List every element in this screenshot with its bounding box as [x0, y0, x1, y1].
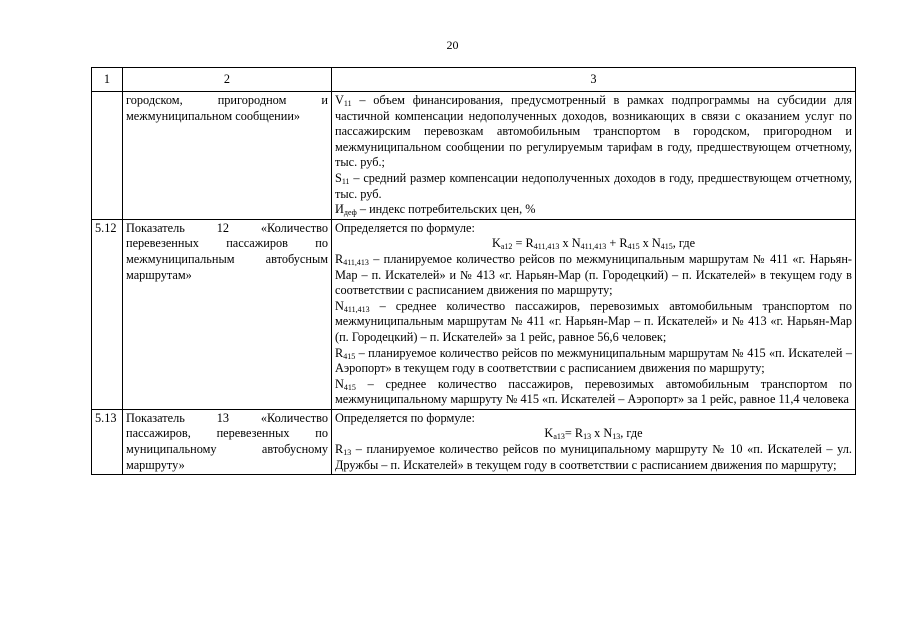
- formula-part: K: [491, 236, 501, 251]
- symbol: R: [335, 345, 344, 360]
- header-cell-1: 1: [92, 68, 123, 92]
- symbol-sub: деф: [343, 208, 357, 218]
- symbol-sub: 13: [343, 448, 352, 458]
- formula-sub: 415: [627, 242, 640, 252]
- formula-part: + R: [606, 236, 628, 251]
- definition-text: – среднее количество пассажиров, перевозимых автомобильным транспортом по межмуниципальному маршруту № 415 «п. Искателей – Аэропорт» за 1 рейс, равное 11,4 человека: [335, 376, 852, 407]
- formula-sub: a13: [553, 432, 565, 442]
- formula-part: K: [544, 426, 554, 441]
- definition-v11: [335, 93, 852, 171]
- definition-r415: [335, 346, 852, 377]
- symbol: N: [335, 376, 344, 391]
- definition-text: – объем финансирования, предусмотренный в рамках подпрограммы на субсидии для частичной компенсации недополученных доходов, возникающих в связи с оказанием услуг по пассажирским перевозкам автомобильным транспортом в городском, пригородном и межмуниципальном сообщении по регулируемым тарифам в году, предшествующем отчетному, тыс. руб.;: [335, 93, 852, 170]
- definition-text: – планируемое количество рейсов по муниципальному маршруту № 10 «п. Искателей – ул. Дружбы – п. Искателей» в текущем году в соответствии с расписанием движения по маршруту;: [335, 442, 852, 472]
- formula-part: , где: [620, 426, 643, 441]
- symbol: R: [335, 251, 344, 266]
- formula-sub: 13: [583, 432, 592, 442]
- symbol-sub: 411,413: [343, 257, 369, 267]
- formula-part: = R: [564, 426, 584, 441]
- formula-sub: 411,413: [533, 242, 560, 252]
- symbol-sub: 415: [343, 351, 356, 361]
- symbol: N: [335, 298, 344, 313]
- table-row: [92, 219, 856, 409]
- formula-part: x N: [639, 236, 661, 251]
- formula-sub: 411,413: [580, 242, 607, 252]
- definition-index: [335, 202, 852, 218]
- formula-part: , где: [672, 236, 696, 251]
- indicator-name: [123, 409, 332, 474]
- symbol-sub: 11: [341, 176, 350, 186]
- indicator-description: [332, 409, 856, 474]
- formula-part: x N: [591, 426, 613, 441]
- definition-n411: [335, 299, 852, 346]
- symbol: S: [335, 170, 342, 185]
- formula-sub: 415: [660, 242, 673, 252]
- symbol-sub: 411,413: [343, 304, 370, 314]
- row-number: [92, 92, 123, 220]
- definition-text: – средний размер компенсации недополученных доходов в году, предшествующем отчетному, тыс. руб.: [335, 170, 852, 201]
- definition-text: – планируемое количество рейсов по межмуниципальным маршрутам № 415 «п. Искателей – Аэропорт» в текущем году в соответствии с расписанием движения по маршруту;: [335, 345, 852, 376]
- definition-r411: [335, 252, 852, 299]
- indicator-description: [332, 92, 856, 220]
- formula-part: x N: [559, 236, 581, 251]
- definition-text: – индекс потребительских цен, %: [356, 202, 536, 217]
- indicator-name-text: Показатель 13 «Количество пассажиров, перевезенных по муниципальному автобусному маршруту»: [126, 410, 328, 472]
- symbol-sub: 11: [343, 99, 352, 108]
- row-number: 5.12: [92, 219, 123, 409]
- formula: [335, 426, 852, 442]
- indicator-name-text: городском, пригородном и межмуниципальном сообщении»: [126, 93, 328, 123]
- indicator-name: [123, 219, 332, 409]
- symbol-sub: 415: [343, 382, 356, 392]
- formula-intro: Определяется по формуле:: [335, 220, 475, 235]
- row-number: 5.13: [92, 409, 123, 474]
- definition-text: – планируемое количество рейсов по межмуниципальным маршрутам № 411 «г. Нарьян-Мар – п. Искателей» и № 413 «г. Нарьян-Мар (п. Городецкий) – п. Искателей» в текущем году в соответствии с расписанием движения по маршруту;: [335, 251, 852, 298]
- formula-sub: a12: [500, 242, 513, 252]
- symbol: V: [335, 93, 344, 107]
- formula-sub: 13: [612, 432, 621, 442]
- formula: [335, 236, 852, 252]
- table-row: [92, 409, 856, 474]
- formula-intro: Определяется по формуле:: [335, 410, 475, 425]
- header-cell-3: 3: [332, 68, 856, 92]
- definition-n415: [335, 377, 852, 408]
- indicator-name-text: Показатель 12 «Количество перевезенных пассажиров по межмуниципальным автобусным маршрутам»: [126, 220, 328, 282]
- indicators-table: [91, 67, 856, 475]
- definition-s11: [335, 171, 852, 202]
- symbol: И: [335, 202, 344, 217]
- page-number: 20: [446, 38, 459, 52]
- header-cell-2: 2: [123, 68, 332, 92]
- definition-text: – среднее количество пассажиров, перевозимых автомобильным транспортом по межмуниципальным маршрутам № 411 «г. Нарьян-Мар – п. Искателей» и № 413 «г. Нарьян-Мар (п. Городецкий) – п. Искателей» за 1 рейс, равное 56,6 человек;: [335, 298, 852, 344]
- formula-part: = R: [512, 236, 534, 251]
- symbol: R: [335, 442, 344, 457]
- definition-r13: [335, 442, 852, 473]
- indicator-name: [123, 92, 332, 220]
- indicator-description: [332, 219, 856, 409]
- table-header-row: [92, 68, 856, 92]
- table-row: [92, 92, 856, 220]
